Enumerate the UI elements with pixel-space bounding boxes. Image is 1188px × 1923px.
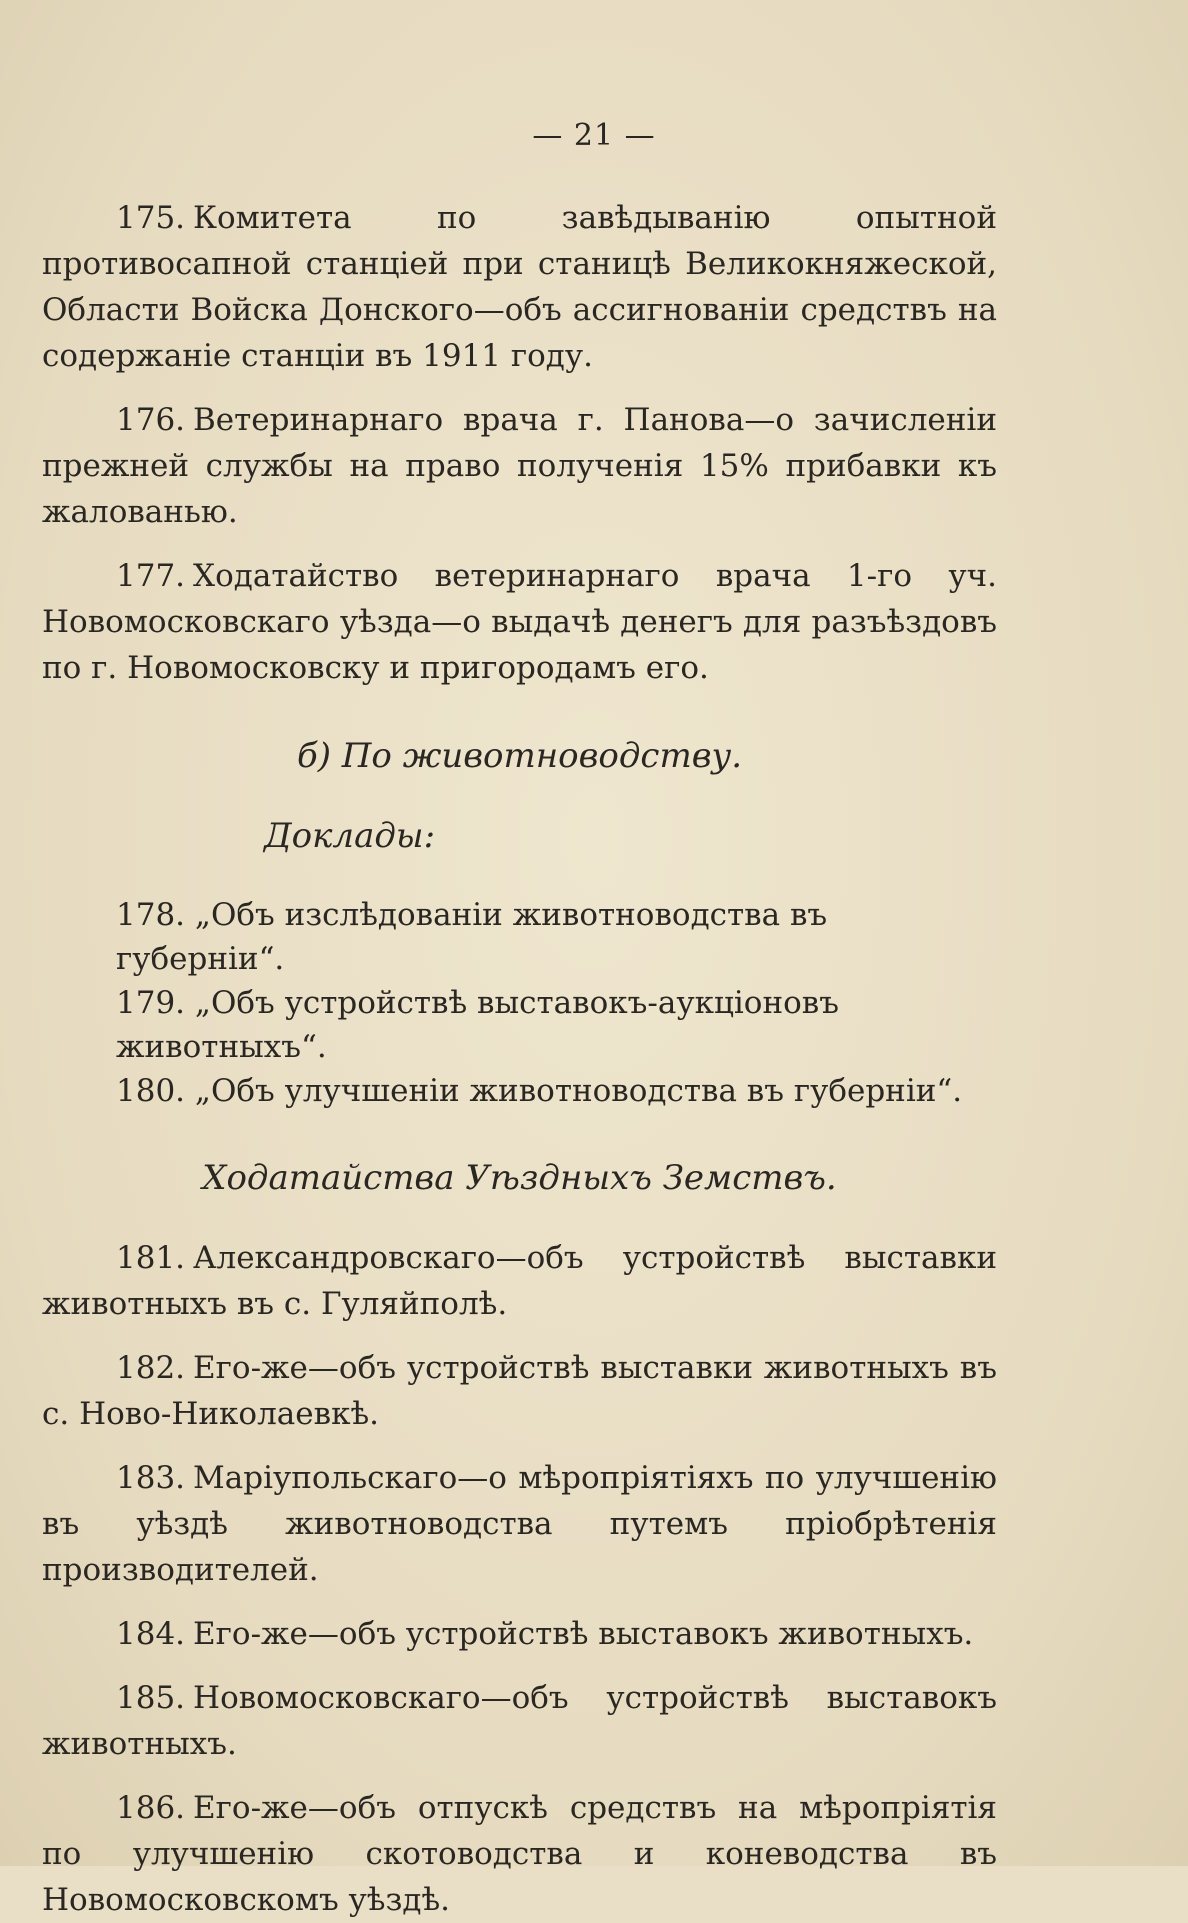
item-number: 186. [116, 1790, 186, 1826]
item-number: 175. [116, 200, 186, 236]
list-item [42, 1235, 997, 1327]
item-number: 185. [116, 1680, 186, 1716]
item-number: 176. [116, 402, 186, 438]
item-text: Александровскаго—объ устройствѣ выставки животныхъ въ с. Гуляйполѣ. [42, 1240, 997, 1322]
item-number: 177. [116, 558, 186, 594]
item-text: Его-же—объ устройствѣ выставокъ животныхъ. [193, 1616, 974, 1652]
report-item [42, 1069, 997, 1113]
petitions-heading: Ходатайства Уѣздныхъ Земствъ. [202, 1158, 837, 1198]
item-text: Новомосковскаго—объ устройствѣ выставокъ животныхъ. [42, 1680, 997, 1762]
item-number: 178. [116, 897, 186, 933]
page-number: — 21 — [532, 118, 656, 153]
item-number: 184. [116, 1616, 186, 1652]
report-item [42, 981, 997, 1069]
section-heading: б) По животноводству. [296, 736, 743, 776]
list-item [42, 1611, 997, 1657]
item-text: Его-же—объ отпускѣ средствъ на мѣропріятія по улучшенію скотоводства и коневодства въ Новомосковскомъ уѣздѣ. [42, 1790, 997, 1918]
item-text: „Объ улучшеніи животноводства въ губерніи“. [194, 1073, 963, 1109]
list-item [42, 1785, 997, 1923]
item-number: 182. [116, 1350, 186, 1386]
list-item [42, 1675, 997, 1767]
item-text: Комитета по завѣдыванію опытной противосапной станціей при станицѣ Великокняжеской, Области Войска Донского—объ ассигнованіи средствъ на содержаніе станціи въ 1911 году. [42, 200, 997, 374]
item-text: „Объ изслѣдованіи животноводства въ губерніи“. [116, 897, 828, 977]
body-text [42, 195, 997, 1923]
item-number: 180. [116, 1073, 186, 1109]
item-text: Его-же—объ устройствѣ выставки животныхъ въ с. Ново-Николаевкѣ. [42, 1350, 997, 1432]
item-number: 179. [116, 985, 186, 1021]
item-number: 183. [116, 1460, 186, 1496]
list-item [42, 1455, 997, 1593]
list-item [42, 397, 997, 535]
item-number: 181. [116, 1240, 186, 1276]
report-item [42, 893, 997, 981]
list-item [42, 553, 997, 691]
reports-heading: Доклады: [264, 816, 436, 856]
list-item [42, 195, 997, 379]
item-text: Маріупольскаго—о мѣропріятіяхъ по улучшенію въ уѣздѣ животноводства путемъ пріобрѣтенія производителей. [42, 1460, 997, 1588]
item-text: Ветеринарнаго врача г. Панова—о зачисленіи прежней службы на право полученія 15% прибавки къ жалованью. [42, 402, 997, 530]
item-text: „Объ устройствѣ выставокъ-аукціоновъ животныхъ“. [116, 985, 839, 1065]
item-text: Ходатайство ветеринарнаго врача 1-го уч. Новомосковскаго уѣзда—о выдачѣ денегъ для разъѣздовъ по г. Новомосковску и пригородамъ его. [42, 558, 997, 686]
list-item [42, 1345, 997, 1437]
